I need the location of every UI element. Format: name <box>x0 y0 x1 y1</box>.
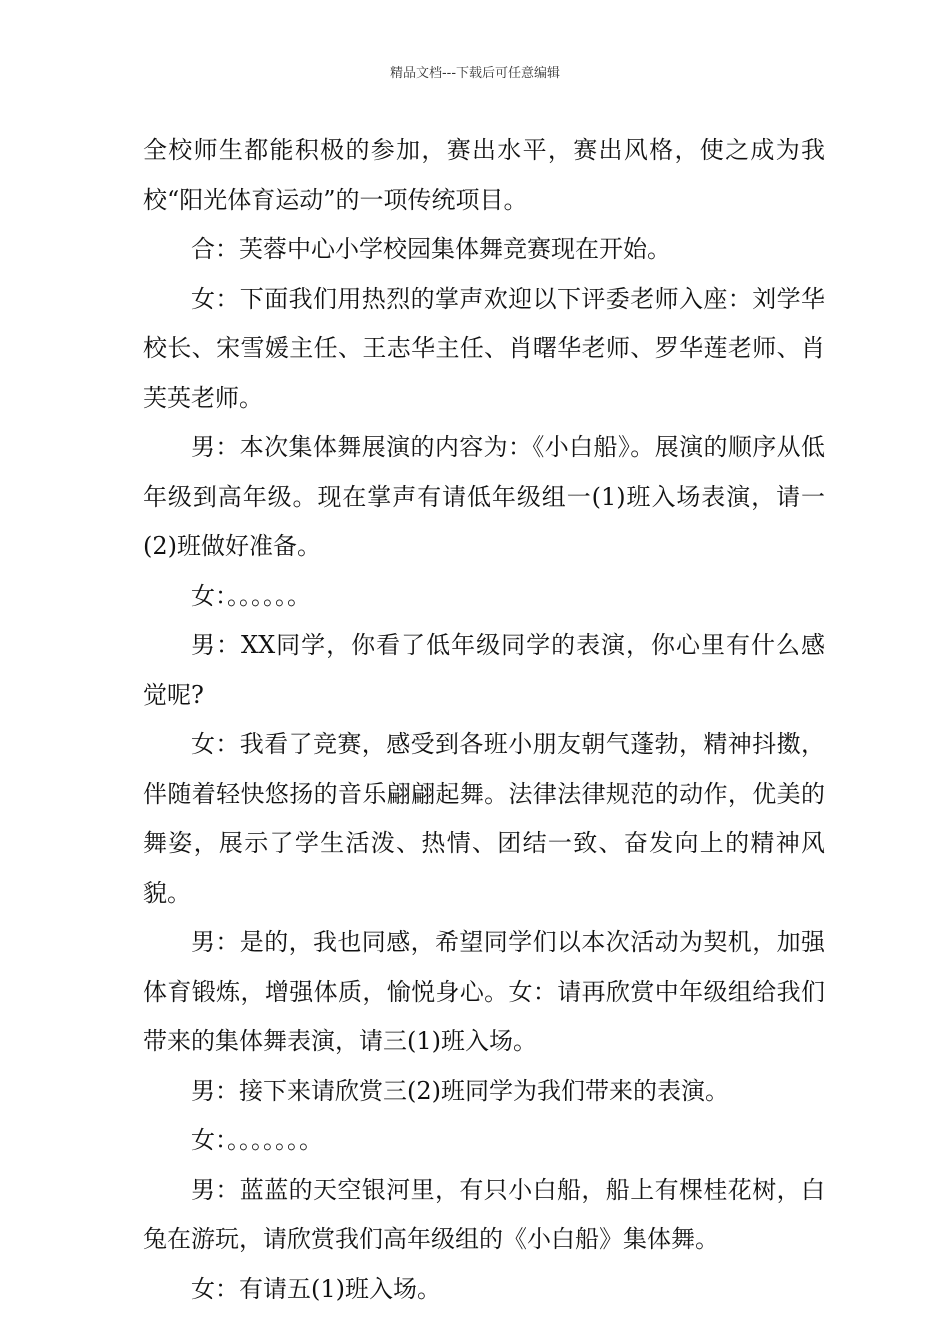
paragraph: 女：有请五(1)班入场。 <box>191 1274 441 1303</box>
document-body <box>143 126 825 1314</box>
paragraph: 男：接下来请欣赏三(2)班同学为我们带来的表演。 <box>191 1076 729 1105</box>
paragraph: 男：本次集体舞展演的内容为：《小白船》。展演的顺序从低年级到高年级。现在掌声有请低年级组一(1)班入场表演，请一(2)班做好准备。 <box>143 433 825 560</box>
paragraph: 女：。。。。。。。 <box>191 1126 323 1154</box>
paragraph: 合：芙蓉中心小学校园集体舞竞赛现在开始。 <box>191 235 671 263</box>
paragraph: 女：。。。。。。 <box>191 581 311 610</box>
paragraph: 女：我看了竞赛，感受到各班小朋友朝气蓬勃，精神抖擞，伴随着轻快悠扬的音乐翩翩起舞。法律法律规范的动作，优美的舞姿，展示了学生活泼、热情、团结一致、奋发向上的精神风貌。 <box>143 730 825 907</box>
paragraph: 女：下面我们用热烈的掌声欢迎以下评委老师入座：刘学华校长、宋雪媛主任、王志华主任、肖曙华老师、罗华莲老师、肖芙英老师。 <box>143 284 825 412</box>
paragraph: 男：是的，我也同感，希望同学们以本次活动为契机，加强体育锻炼，增强体质，愉悦身心。女：请再欣赏中年级组给我们带来的集体舞表演，请三(1)班入场。 <box>143 928 825 1055</box>
page-header: 精品文档---下载后可任意编辑 <box>389 66 561 81</box>
paragraph: 男：XX同学，你看了低年级同学的表演，你心里有什么感觉呢? <box>143 631 825 709</box>
paragraph: 全校师生都能积极的参加，赛出水平，赛出风格，使之成为我校“阳光体育运动”的一项传统项目。 <box>143 136 825 214</box>
paragraph: 男：蓝蓝的天空银河里，有只小白船，船上有棵桂花树，白兔在游玩，请欣赏我们高年级组的《小白船》集体舞。 <box>143 1175 825 1253</box>
